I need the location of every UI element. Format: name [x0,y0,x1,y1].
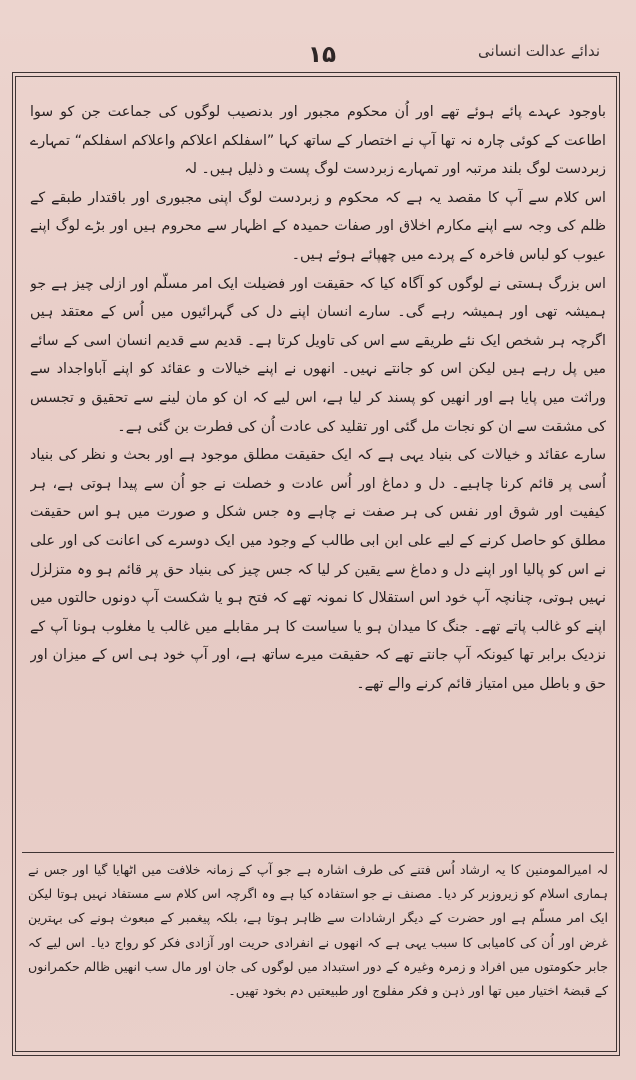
main-text [30,98,606,850]
paragraph-4: سارے عقائد و خیالات کی بنیاد یہی ہے کہ ایک حقیقت مطلق موجود ہے اور بحث و نظر کی بنیاد اُسی پر قائم کرنا چاہیے۔ دل و دماغ اور اُس عادت و خصلت نے جو اُن سے پیدا ہوتی ہے، ہر کیفیت اور شوق اور نفس کی ہر صفت نے چاہے وہ جس شکل و صورت میں ہو اس حقیقت مطلق کو حاصل کرنے کے لیے علی ابن ابی طالب کے وجود میں ایک دوسرے کی اعانت کی اور علی نے اس کو پالیا اور اپنے دل و دماغ سے یقین کر لیا کہ جس چیز کی بنیاد حق پر قائم ہو وہ متزلزل نہیں ہوتی، چنانچہ آپ خود اس استقلال کا نمونہ تھے کہ فتح ہو یا شکست آپ دونوں حالتوں میں اپنے کو غالب پاتے تھے۔ جنگ کا میدان ہو یا سیاست کا ہر مقابلے میں غالب یا مغلوب ہونا آپ کے نزدیک برابر تھا کیونکہ آپ جانتے تھے کہ حقیقت میرے ساتھ ہے، اور آپ خود ہی اس کے میزان اور حق و باطل میں امتیاز قائم کرنے والے تھے۔ [30,447,606,692]
page-header [12,14,624,74]
page-number: ۱۵ [308,42,337,68]
paragraph-2: اس کلام سے آپ کا مقصد یہ ہے کہ محکوم و زبردست لوگ اپنی مجبوری اور باقتدار طبقے کے ظلم کی وجہ سے اپنے مکارم اخلاق اور صفات حمیدہ کے اظہار سے محروم ہیں اور بڑے لوگ اپنے عیوب کو لباس فاخرہ کے پردے میں چھپائے ہوئے ہیں۔ [30,189,606,263]
paragraph-3: اس بزرگ ہستی نے لوگوں کو آگاہ کیا کہ حقیقت اور فضیلت ایک امر مسلّم اور ازلی چیز ہے جو ہمیشہ تھی اور ہمیشہ رہے گی۔ سارے انسان اپنے دل کی گہرائیوں میں اُس کے معتقد ہیں اگرچہ ہر شخص ایک نئے طریقے سے اس کی تاویل کرتا ہے۔ قدیم سے قدیم انسان اسی کے سائے میں پل رہے ہیں لیکن اس کو جانتے نہیں۔ انھوں نے اپنے خیالات و عقائد کو اپنے آباواجداد سے وراثت میں پایا ہے اور انھیں کو پسند کر لیا ہے، اس لیے کہ ان کو مان لینے سے تحقیق و تجسس کی مشقت سے ان کو نجات مل گئی اور تقلید کی عادت اُن کی فطرت بن گئی ہے۔ [30,275,606,435]
footnote-text: لہ امیرالمومنین کا یہ ارشاد اُس فتنے کی طرف اشارہ ہے جو آپ کے زمانہ خلافت میں اٹھایا گیا اور جس نے ہماری اسلام کو زیروزبر کر دیا۔ مصنف نے جو استفادہ کیا ہے وہ اگرچہ اس کلام سے مستفاد نہیں ہوتا لیکن ایک امر مسلّم ہے اور حضرت کے دیگر ارشادات سے ظاہر ہوتا ہے، بلکہ پیغمبر کے مبعوث ہونے کی بہترین غرض اور اُن کی کامیابی کا سبب یہی ہے کہ انھوں نے انفرادی حریت اور آزادی فکر کو رواج دیا۔ اس لیے کہ جابر حکومتوں میں افراد و زمرہ وغیرہ کے دور استبداد میں لوگوں کی جان اور مال سب انھیں ظالم حکمرانوں کے قبضۂ اختیار میں تھا اور ذہن و فکر مفلوج اور طبیعتیں دم بخود تھیں۔ [28,862,608,999]
running-title: ندائے عدالت انسانی [478,42,600,60]
footnote-divider [22,852,614,853]
paragraph-1: باوجود عہدے پائے ہوئے تھے اور اُن محکوم مجبور اور بدنصیب لوگوں کی جماعت جن کو سوا اطاعت کے کوئی چارہ نہ تھا آپ نے اختصار کے ساتھ کہا ”اسفلکم اعلاکم واعلاکم اسفلکم“ تمہارے زبردست لوگ بلند مرتبہ اور تمہارے زبردست لوگ پست و ذلیل ہیں۔ لہ [30,104,606,178]
footnote-section [28,858,608,1048]
